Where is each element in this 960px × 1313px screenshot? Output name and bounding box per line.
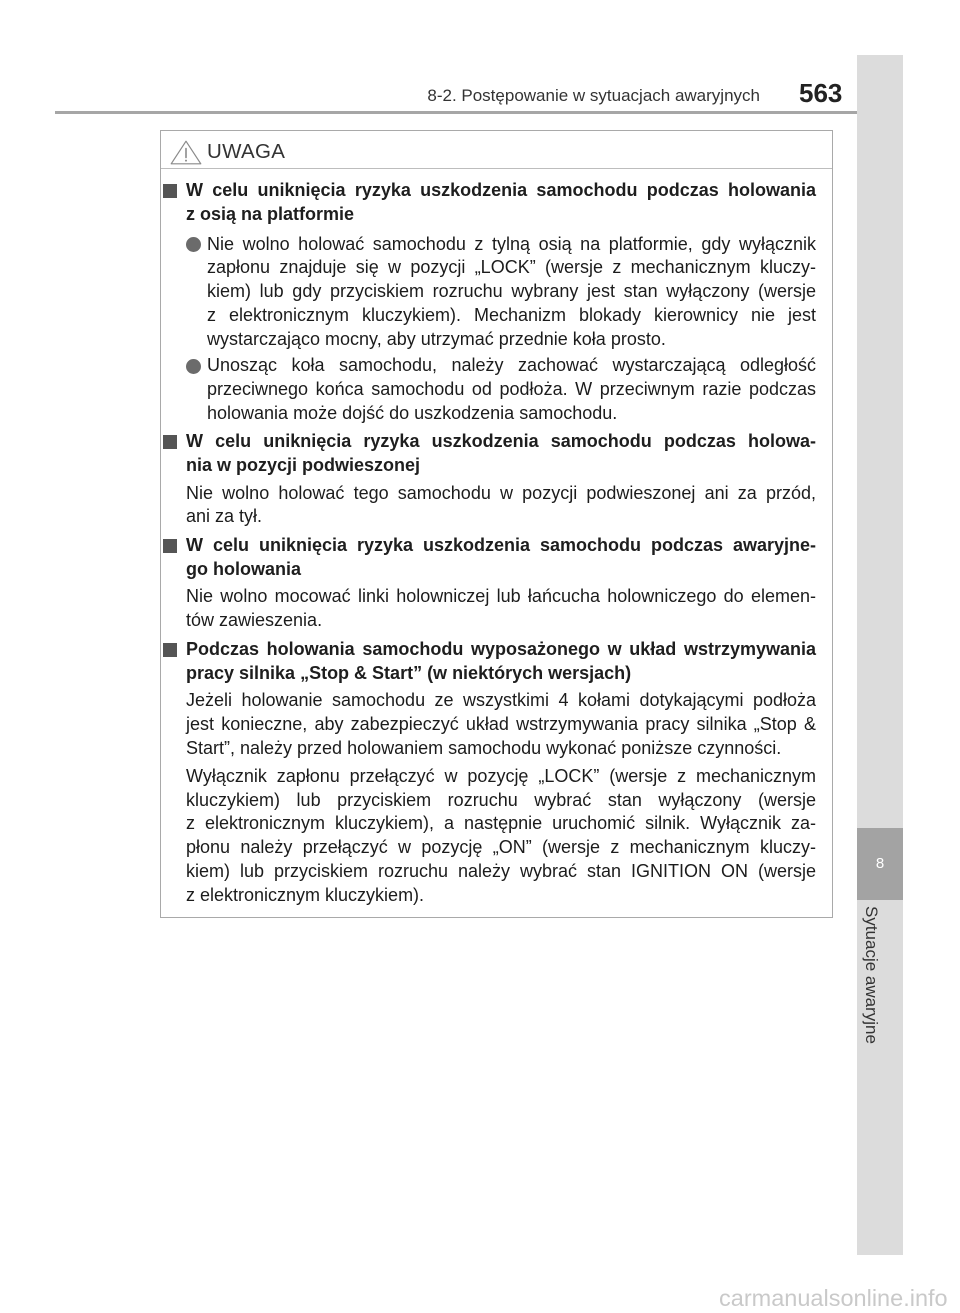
paragraph	[186, 585, 816, 633]
square-bullet-icon	[163, 643, 177, 657]
page-number: 563	[799, 78, 843, 108]
square-bullet-icon	[163, 184, 177, 198]
circle-bullet-icon	[186, 237, 201, 252]
text-line: holowania może dojść do uszkodzenia samochodu.	[207, 402, 618, 423]
text-line: jest konieczne, aby zabezpieczyć układ wstrzymywania pracy silnika „Stop &	[186, 713, 816, 734]
text-line: W celu uniknięcia ryzyka uszkodzenia samochodu podczas awaryjne-	[186, 535, 816, 556]
paragraph	[186, 689, 816, 760]
text-line: wystarczająco mocny, aby utrzymać przednie koła prosto.	[207, 328, 666, 349]
text-line: Start”, należy przed holowaniem samochodu wykonać poniższe czynności.	[186, 737, 782, 758]
text-line: Nie wolno holować tego samochodu w pozycji podwieszonej ani za przód,	[186, 482, 816, 503]
text-line: tów zawieszenia.	[186, 610, 323, 631]
circle-bullet-icon	[186, 359, 201, 374]
chapter-title: Sytuacje awaryjne	[862, 906, 881, 1044]
text-line: Wyłącznik zapłonu przełączyć w pozycję „LOCK” (wersje z mechanicznym	[186, 765, 816, 786]
text-line: kiem) lub gdy przyciskiem rozruchu wybrany jest stan wyłączony (wersje	[207, 281, 816, 302]
text-line: Unosząc koła samochodu, należy zachować wystarczającą odległość	[207, 355, 816, 376]
text-line: z elektronicznym kluczykiem).	[186, 884, 425, 905]
text-line: Nie wolno holować samochodu z tylną osią na platformie, gdy wyłącznik	[207, 233, 816, 254]
text-line: kiem) lub przyciskiem rozruchu należy wybrać stan IGNITION ON (wersje	[186, 861, 816, 882]
text-line: W celu uniknięcia ryzyka uszkodzenia samochodu podczas holowania	[186, 180, 816, 200]
header-rule	[55, 111, 903, 114]
warning-box	[160, 130, 833, 918]
text-line: pracy silnika „Stop & Start” (w niektórych wersjach)	[186, 662, 632, 683]
square-bullet-icon	[163, 539, 177, 553]
text-line: Jeżeli holowanie samochodu ze wszystkimi 4 kołami dotykającymi podłoża	[186, 689, 816, 710]
text-line: przeciwnego końca samochodu od podłoża. W przeciwnym razie podczas	[207, 378, 816, 399]
text-line: nia w pozycji podwieszonej	[186, 455, 421, 476]
warning-triangle-icon	[170, 140, 202, 165]
paragraph	[186, 765, 816, 908]
bullet-item	[186, 233, 816, 352]
watermark: carmanualsonline.info	[719, 1285, 948, 1311]
chapter-number: 8	[875, 855, 885, 872]
text-line: Podczas holowania samochodu wyposażonego w układ wstrzymywania	[186, 638, 816, 659]
warning-divider	[161, 168, 832, 169]
text-line: zapłonu znajduje się w pozycji „LOCK” (wersje z mechanicznym kluczy-	[207, 257, 816, 278]
text-line: Nie wolno mocować linki holowniczej lub łańcucha holowniczego do elemen-	[186, 586, 816, 607]
bullet-item	[186, 354, 816, 425]
text-line: z osią na platformie	[186, 203, 355, 224]
text-line: płonu należy przełączyć w pozycję „ON” (wersje z mechanicznym kluczy-	[186, 837, 816, 858]
text-line: kluczykiem) lub przyciskiem rozruchu wybrać stan wyłączony (wersje	[186, 789, 816, 810]
section-heading	[186, 179, 816, 227]
text-line: z elektronicznym kluczykiem). Mechanizm blokady kierownicy nie jest	[207, 304, 816, 325]
section-heading	[186, 430, 816, 478]
chapter-side-tab	[857, 55, 903, 1255]
section-title: 8-2. Postępowanie w sytuacjach awaryjnych	[427, 86, 760, 105]
text-line: go holowania	[186, 558, 301, 579]
section-heading	[186, 534, 816, 582]
section-heading	[186, 638, 816, 686]
text-line: z elektronicznym kluczykiem), a następnie uruchomić silnik. Wyłącznik za-	[186, 813, 816, 834]
text-line: W celu uniknięcia ryzyka uszkodzenia samochodu podczas holowa-	[186, 431, 816, 452]
text-line: ani za tył.	[186, 506, 263, 527]
warning-content	[186, 179, 816, 908]
chapter-number-box	[857, 828, 903, 900]
square-bullet-icon	[163, 435, 177, 449]
warning-title: UWAGA	[207, 140, 286, 163]
paragraph	[186, 482, 816, 530]
